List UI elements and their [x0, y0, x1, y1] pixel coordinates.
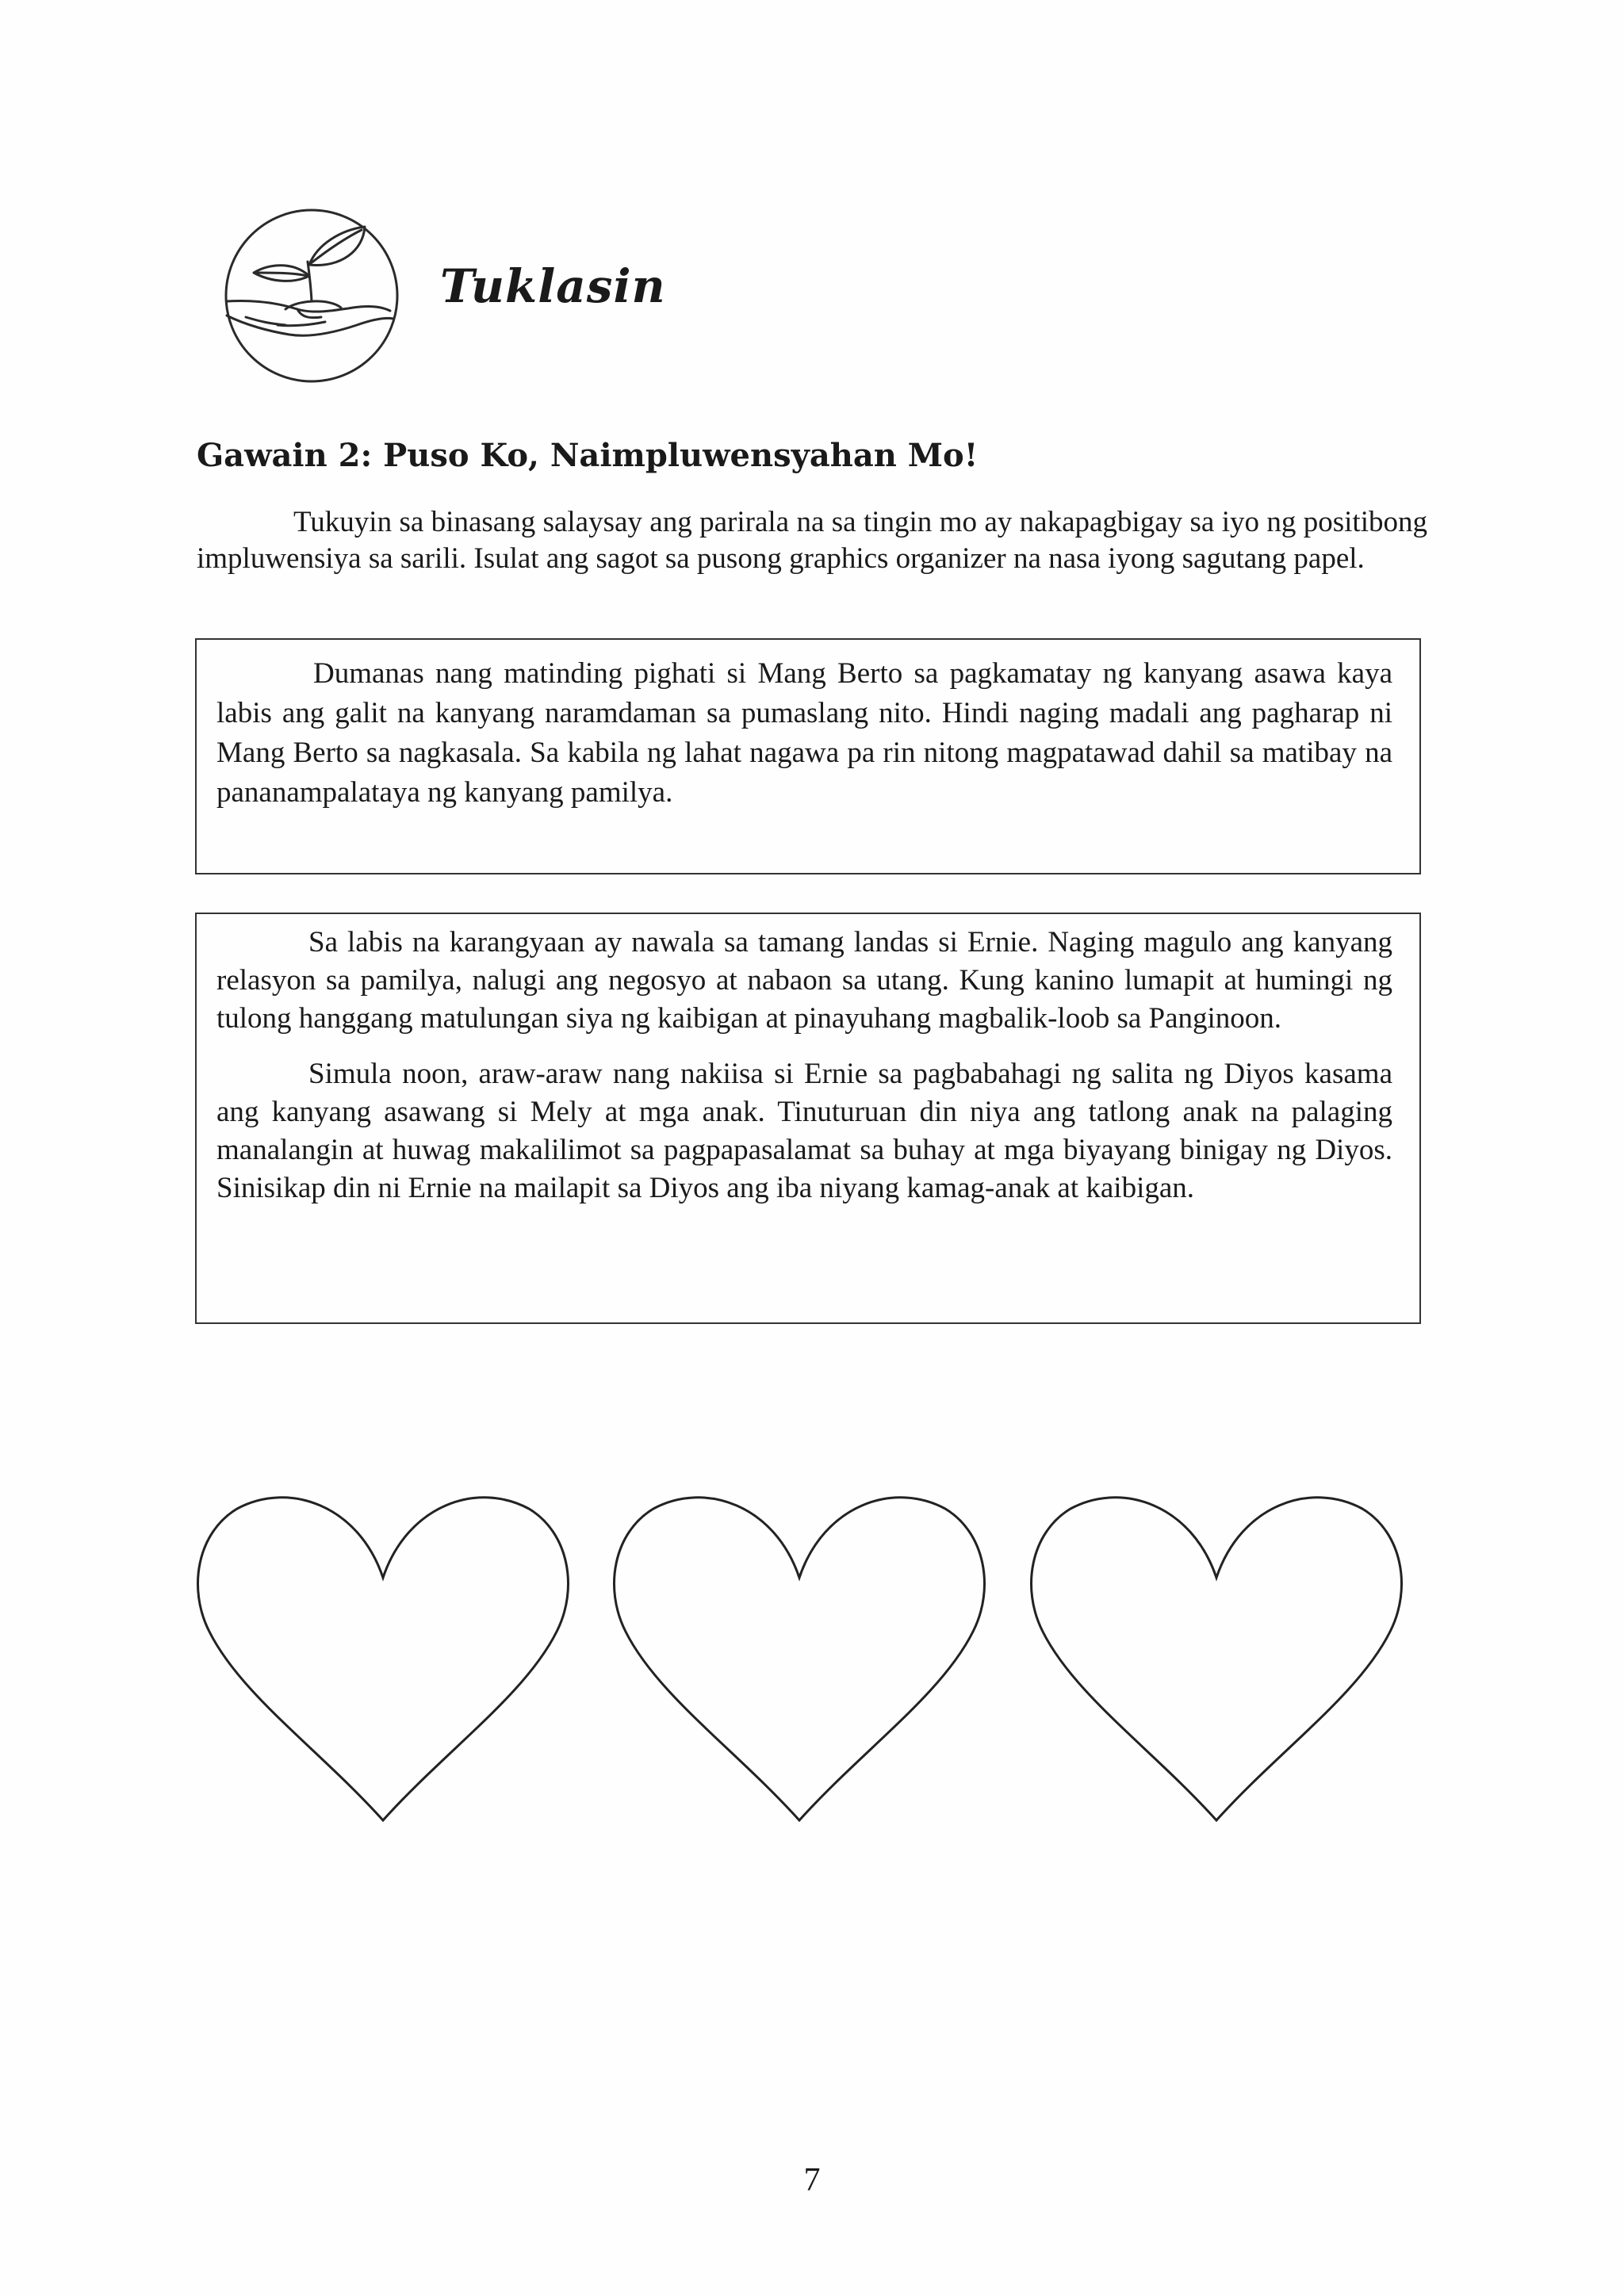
heart-outline-icon [193, 1489, 573, 1822]
page-number: 7 [803, 2162, 821, 2198]
heart-outline-icon [610, 1489, 989, 1822]
story-paragraph: Simula noon, araw-araw nang nakiisa si Ernie sa pagbabahagi ng salita ng Diyos kasama ang kanyang asawang si Mely at mga anak. Tinuturuan din niya ang tatlong anak na palaging manalangin at huwag makalilimot sa pagpapasalamat sa buhay at mga biyayang binigay ng Diyos. Sinisikap din ni Ernie na mailapit sa Diyos ang iba niyang kamag-anak at kaibigan. [216, 1058, 1392, 1204]
story-box-mang-berto [195, 638, 1421, 874]
section-title: Tuklasin [440, 259, 666, 313]
activity-title: Gawain 2: Puso Ko, Naimpluwensyahan Mo! [197, 437, 979, 474]
story-paragraph: Dumanas nang matinding pighati si Mang Berto sa pagkamatay ng kanyang asawa kaya labis ang galit na kanyang naramdaman sa pumaslang nito. Hindi naging madali ang pagharap ni Mang Berto sa nagkasala. Sa kabila ng lahat nagawa pa rin nitong magpatawad dahil sa matibay na pananampalataya ng kanyang pamilya. [216, 657, 1392, 809]
plant-in-hand-icon [222, 206, 401, 385]
activity-instructions: Tukuyin sa binasang salaysay ang parirala na sa tingin mo ay nakapagbigay sa iyo ng positibong impluwensiya sa sarili. Isulat ang sagot sa pusong graphics organizer na nasa iyong sagutang papel. [197, 506, 1427, 575]
heart-outline-icon [1027, 1489, 1406, 1822]
story-box-ernie [195, 913, 1421, 1324]
story-paragraph: Sa labis na karangyaan ay nawala sa tamang landas si Ernie. Naging magulo ang kanyang relasyon sa pamilya, nalugi ang negosyo at nabaon sa utang. Kung kanino lumapit at humingi ng tulong hanggang matulungan siya ng kaibigan at pinayuhang magbalik-loob sa Panginoon. [216, 926, 1392, 1035]
